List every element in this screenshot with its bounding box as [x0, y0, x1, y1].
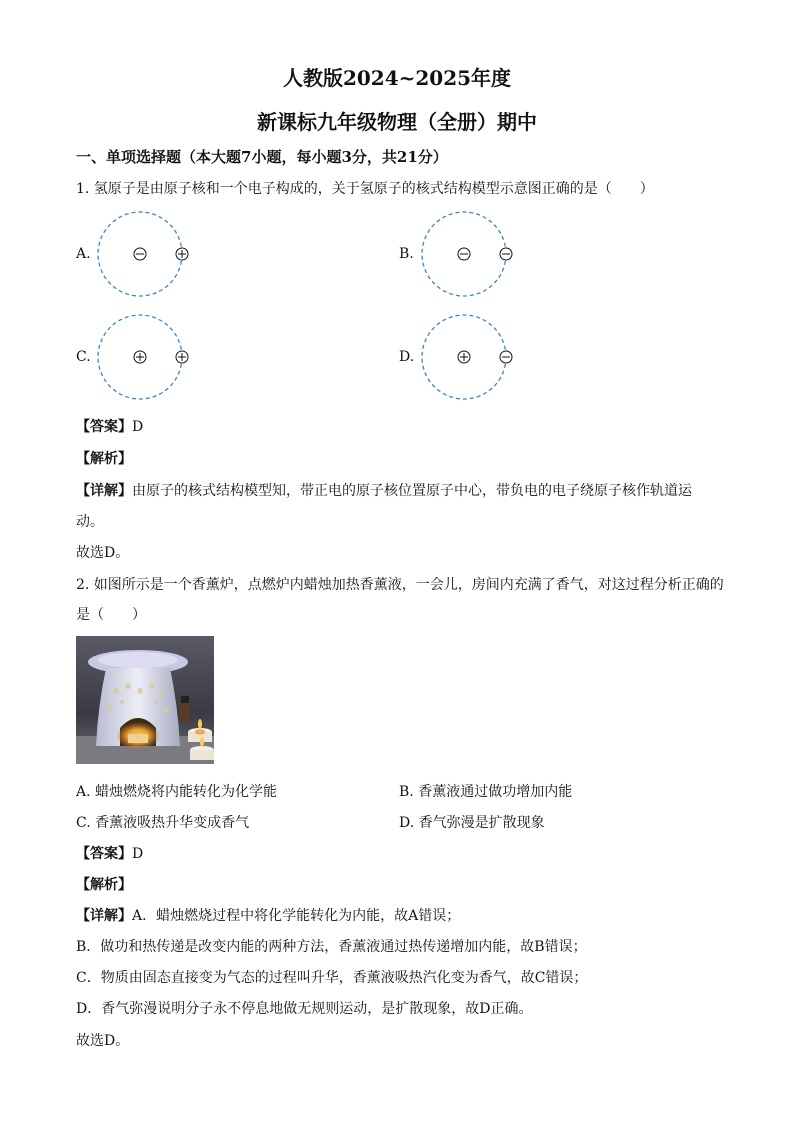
detail-text: 由原子的核式结构模型知，带正电的原子核位置原子中心，带负电的电子绕原子核作轨道运 [132, 483, 692, 499]
detail-text: A．蜡烛燃烧过程中将化学能转化为内能，故A错误； [132, 908, 461, 924]
q1-detail-line-2: 动。 [76, 514, 104, 530]
q1-option-a-diagram [94, 210, 194, 300]
title-line-2: 新课标九年级物理（全册）期中 [257, 110, 537, 134]
q1-option-c-label: C. [76, 349, 91, 365]
answer-tag: 【答案】 [76, 419, 132, 435]
q1-detail-line-1 [76, 480, 692, 500]
q1-option-d-diagram [418, 313, 518, 403]
aroma-burner-photo [76, 636, 214, 764]
section-heading: 一、单项选择题（本大题7小题，每小题3分，共21分） [76, 148, 448, 166]
detail-tag: 【详解】 [76, 483, 132, 499]
q2-detail-d: D．香气弥漫说明分子永不停息地做无规则运动，是扩散现象，故D正确。 [76, 1001, 533, 1017]
title-line-1: 人教版2024~2025年度 [282, 66, 512, 90]
q1-option-c-diagram [94, 313, 194, 403]
q2-option-d: D. 香气弥漫是扩散现象 [399, 815, 545, 831]
q2-detail-b: B．做功和热传递是改变内能的两种方法，香薰液通过热传递增加内能，故B错误； [76, 939, 587, 955]
q2-conclusion: 故选D。 [76, 1033, 130, 1049]
q2-stem-line-2: 是（ ） [76, 607, 146, 623]
q1-stem: 1. 氢原子是由原子核和一个电子构成的，关于氢原子的核式结构模型示意图正确的是（ ） [76, 181, 654, 197]
q1-option-d-label: D. [399, 349, 415, 365]
q2-detail-c: C．物质由固态直接变为气态的过程叫升华，香薰液吸热汽化变为香气，故C错误； [76, 970, 588, 986]
q2-analysis-tag: 【解析】 [76, 877, 132, 893]
q2-answer [76, 843, 143, 863]
q1-answer [76, 416, 143, 436]
q2-option-c: C. 香薰液吸热升华变成香气 [76, 815, 250, 831]
q1-option-a-label: A. [76, 246, 91, 262]
answer-value: D [132, 846, 144, 862]
q1-option-b-diagram [418, 210, 518, 300]
q2-detail-a [76, 905, 460, 925]
q1-option-b-label: B. [399, 246, 414, 262]
answer-tag: 【答案】 [76, 846, 132, 862]
q1-conclusion: 故选D。 [76, 545, 130, 561]
q1-analysis-tag: 【解析】 [76, 451, 132, 467]
q2-option-a: A. 蜡烛燃烧将内能转化为化学能 [76, 784, 278, 800]
q2-stem-line-1: 2. 如图所示是一个香薰炉，点燃炉内蜡烛加热香薰液，一会儿，房间内充满了香气，对这过程分析正确的 [76, 577, 724, 593]
answer-value: D [132, 419, 144, 435]
q2-option-b: B. 香薰液通过做功增加内能 [399, 784, 573, 800]
detail-tag: 【详解】 [76, 908, 132, 924]
